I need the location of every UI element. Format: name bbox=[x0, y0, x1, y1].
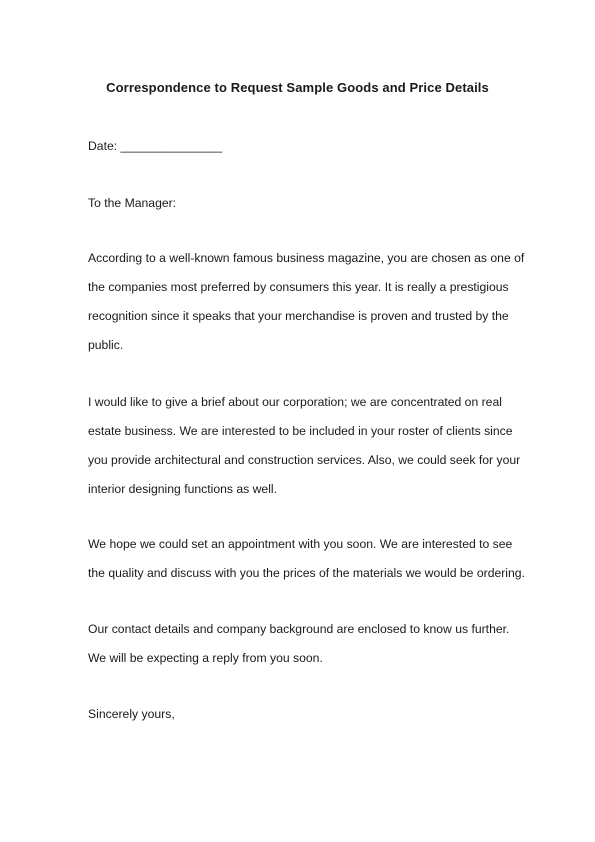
paragraph-appointment bbox=[88, 530, 528, 588]
paragraph-intro bbox=[88, 244, 528, 360]
paragraph-line: We will be expecting a reply from you soon. bbox=[88, 651, 323, 665]
closing-text: Sincerely yours, bbox=[88, 707, 175, 721]
paragraph-line: public. bbox=[88, 338, 124, 352]
date-line-text: Date: _______________ bbox=[88, 139, 223, 153]
salutation-text: To the Manager: bbox=[88, 196, 177, 210]
paragraph-line: According to a well-known famous business magazine, you are chosen as one of bbox=[88, 251, 525, 265]
paragraph-contact bbox=[88, 615, 528, 673]
paragraph-line: you provide architectural and construction services. Also, we could seek for your bbox=[88, 453, 521, 467]
paragraph-corporation bbox=[88, 388, 528, 504]
paragraph-line: estate business. We are interested to be included in your roster of clients since bbox=[88, 424, 513, 438]
salutation bbox=[88, 189, 528, 218]
paragraph-line: Our contact details and company background are enclosed to know us further. bbox=[88, 622, 510, 636]
paragraph-line: I would like to give a brief about our corporation; we are concentrated on real bbox=[88, 395, 502, 409]
date-line bbox=[88, 132, 528, 161]
document-title: Correspondence to Request Sample Goods and Price Details bbox=[106, 80, 489, 95]
paragraph-line: the companies most preferred by consumers this year. It is really a prestigious bbox=[88, 280, 509, 294]
paragraph-line: interior designing functions as well. bbox=[88, 482, 278, 496]
paragraph-line: We hope we could set an appointment with you soon. We are interested to see bbox=[88, 537, 513, 551]
paragraph-line: the quality and discuss with you the prices of the materials we would be ordering. bbox=[88, 566, 525, 580]
paragraph-line: recognition since it speaks that your merchandise is proven and trusted by the bbox=[88, 309, 509, 323]
closing bbox=[88, 700, 528, 729]
